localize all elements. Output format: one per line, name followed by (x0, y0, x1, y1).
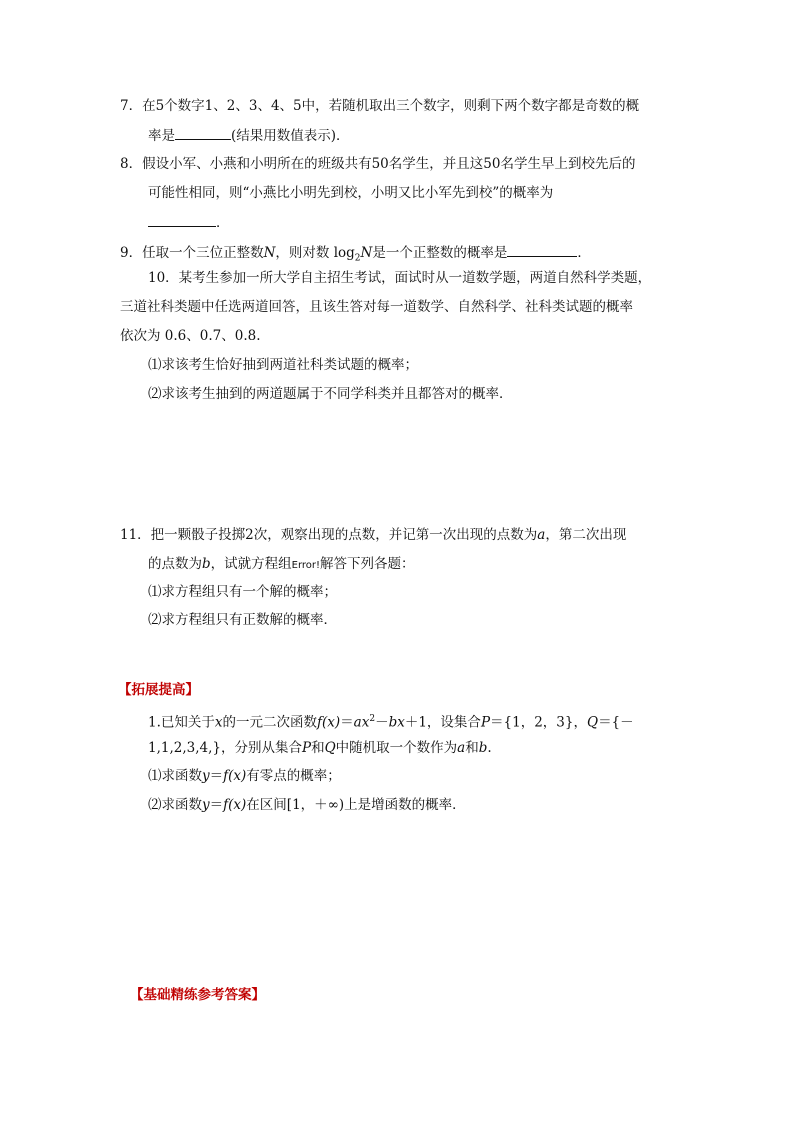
q10-line2: 三道社科类题中任选两道回答，且该生答对每一道数学、自然科学、社科类试题的概率 (120, 299, 633, 315)
q9-var-n: N (263, 245, 276, 261)
ext-text-c: ＝ (340, 714, 354, 731)
ext-sub2-a: ⑵求函数 (148, 797, 202, 813)
q11-var-a: a (537, 527, 546, 543)
answers-bracket-open: 【 (130, 987, 144, 1003)
q11-sub1: ⑴求方程组只有一个解的概率； (148, 584, 337, 600)
q9-text-b: ，则对数 log (275, 245, 355, 261)
ext-sub1-a: ⑴求函数 (148, 768, 202, 784)
extension-title: 拓展提高 (131, 682, 186, 698)
ext-square: 2 (369, 714, 376, 724)
q7-line2-a: 率是 (148, 128, 175, 144)
q9-answer-blank (507, 242, 577, 257)
ext-set-q-2: Q (324, 740, 336, 756)
q11-line2 (148, 554, 415, 576)
ext-sub1-b: ＝ (209, 768, 224, 784)
ext-text-g: ＝{－ (598, 714, 634, 731)
extension-bracket-close: 】 (185, 682, 199, 698)
q10-sub1: ⑴求该考生恰好抽到两道社科类试题的概率； (148, 357, 418, 373)
q9-var-n-2: N (360, 245, 373, 261)
ext-ax: ax (353, 714, 370, 731)
q9-text-c: 是一个正整数的概率是 (372, 245, 508, 261)
ext-text-j: 中随机取一个数作为 (335, 740, 458, 756)
q7-line1: 7．在5个数字1、2、3、4、5中，若随机取出三个数字，则剩下两个数字都是奇数的概 (120, 98, 640, 114)
ext-bx: bx (388, 714, 405, 731)
ext-text-d: － (375, 714, 389, 731)
ext-sub1-y: y (202, 768, 210, 784)
q8-line1: 8．假设小军、小燕和小明所在的班级共有50名学生，并且这50名学生早上到校先后的 (120, 156, 636, 172)
q11-var-b: b (202, 556, 211, 572)
q11-text-e: 解答下列各题： (320, 556, 415, 572)
answers-bracket-close: 】 (251, 987, 265, 1003)
q11-error-field: Error! (291, 560, 321, 571)
ext-text-e: ＋1，设集合 (404, 714, 481, 731)
extension-bracket-open: 【 (118, 682, 132, 698)
ext-sub2-c: 在区间[1，＋∞)上是增函数的概率． (246, 797, 466, 813)
ext-fx: f(x) (317, 714, 341, 731)
ext-text-f: ＝{1，2，3}， (490, 714, 587, 731)
ext-set-p: P (480, 714, 491, 731)
ext-sub1 (148, 766, 341, 786)
ext-sub1-fx: f(x) (223, 768, 247, 784)
q11-text-c: 的点数为 (148, 556, 202, 572)
q9-text-a: 9．任取一个三位正整数 (120, 245, 264, 261)
ext-sub2-b: ＝ (209, 797, 224, 813)
q7-answer-blank (175, 125, 231, 140)
q11-line1 (120, 525, 626, 545)
ext-sub1-c: 有零点的概率； (246, 768, 341, 784)
q9-text-d: ． (577, 245, 591, 261)
ext-text-k: 和 (465, 740, 479, 756)
q8-line2: 可能性相同，则“小燕比小明先到校，小明又比小军先到校”的概率为 (148, 185, 554, 201)
q8-answer-blank (148, 212, 216, 227)
ext-text-a: 1.已知关于 (148, 714, 215, 731)
q7-line2-b: (结果用数值表示)． (231, 128, 350, 144)
q8-line3 (148, 212, 230, 233)
q8-line3-end: ． (216, 215, 230, 231)
ext-sub2-fx: f(x) (223, 797, 247, 813)
q10-line1: 10．某考生参加一所大学自主招生考试，面试时从一道数学题，两道自然科学类题， (148, 270, 652, 286)
ext-var-b: b (478, 740, 488, 756)
q10-line3: 依次为 0.6、0.7、0.8. (120, 328, 261, 344)
ext-line1 (148, 709, 634, 733)
answers-title: 基础精练参考答案 (143, 987, 252, 1003)
ext-sub2 (148, 795, 466, 815)
ext-text-b: 的一元二次函数 (222, 714, 318, 731)
ext-line2 (148, 738, 492, 758)
extension-heading (118, 680, 199, 700)
q11-text-a: 11．把一颗骰子投掷2次，观察出现的点数，并记第一次出现的点数为 (120, 527, 538, 543)
q10-sub2: ⑵求该考生抽到的两道题属于不同学科类并且都答对的概率． (148, 386, 513, 402)
ext-sub2-y: y (202, 797, 210, 813)
ext-set-p-2: P (302, 740, 312, 756)
ext-var-x: x (214, 714, 223, 731)
q7-line2 (148, 125, 350, 146)
ext-text-i: 和 (311, 740, 325, 756)
ext-set-q: Q (586, 714, 599, 731)
q11-text-d: ，试就方程组 (210, 556, 292, 572)
q9-line (120, 242, 591, 269)
q9-log-base: 2 (354, 253, 361, 264)
ext-text-h: 1,1,2,3,4,}，分别从集合 (148, 740, 302, 756)
q11-text-b: ，第二次出现 (545, 527, 627, 543)
q11-sub2: ⑵求方程组只有正数解的概率． (148, 612, 337, 628)
ext-var-a: a (457, 740, 466, 756)
ext-text-l: . (487, 740, 492, 756)
answers-heading (130, 985, 265, 1005)
